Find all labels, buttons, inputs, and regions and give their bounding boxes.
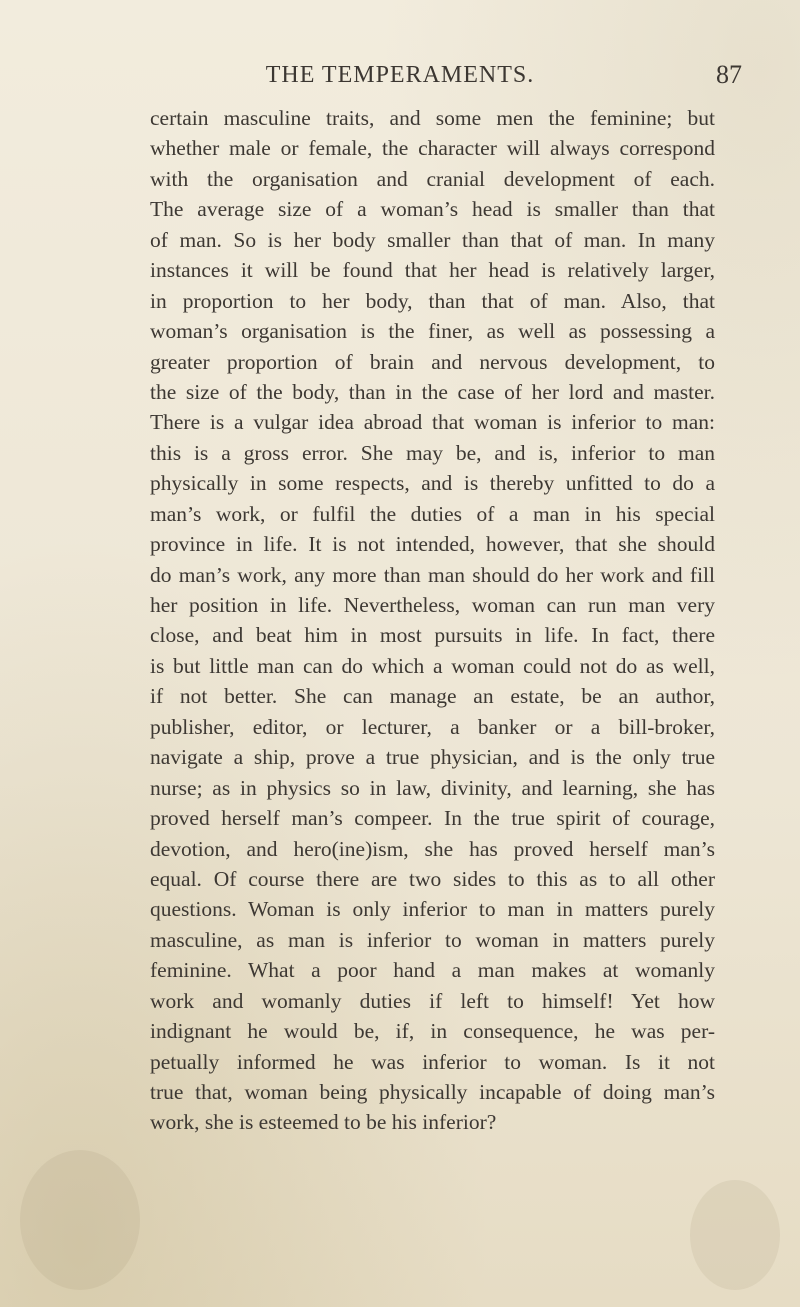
running-head xyxy=(0,60,800,100)
text-line: whether male or female, the character will always correspond xyxy=(150,136,715,161)
text-line: woman’s organisation is the finer, as well as possessing a xyxy=(150,319,715,344)
text-line: navigate a ship, prove a true physician, and is the only true xyxy=(150,745,715,770)
text-line: feminine. What a poor hand a man makes at womanly xyxy=(150,958,715,983)
text-line: nurse; as in physics so in law, divinity, and learning, she has xyxy=(150,775,715,800)
text-line: work and womanly duties if left to himself! Yet how xyxy=(150,988,715,1013)
text-line: of man. So is her body smaller than that of man. In many xyxy=(150,227,715,252)
text-line: is but little man can do which a woman could not do as well, xyxy=(150,653,715,678)
text-line: questions. Woman is only inferior to man in matters purely xyxy=(150,897,715,922)
text-line: with the organisation and cranial development of each. xyxy=(150,166,715,191)
text-line: province in life. It is not intended, however, that she should xyxy=(150,532,715,557)
text-line: work, she is esteemed to be his inferior? xyxy=(150,1110,497,1135)
text-line: greater proportion of brain and nervous development, to xyxy=(150,349,715,374)
text-line: this is a gross error. She may be, and is, inferior to man xyxy=(150,440,715,465)
body-paragraph xyxy=(150,103,715,1138)
text-line: indignant he would be, if, in consequence, he was per- xyxy=(150,1019,715,1044)
page-number: 87 xyxy=(716,60,742,89)
text-line: publisher, editor, or lecturer, a banker or a bill-broker, xyxy=(150,714,715,739)
text-line: the size of the body, than in the case of her lord and master. xyxy=(150,379,715,404)
text-line: devotion, and hero(ine)ism, she has proved herself man’s xyxy=(150,836,715,861)
text-line: There is a vulgar idea abroad that woman is inferior to man: xyxy=(150,410,715,435)
text-line: true that, woman being physically incapable of doing man’s xyxy=(150,1080,715,1104)
text-line: close, and beat him in most pursuits in life. In fact, there xyxy=(150,623,715,648)
paper-stain xyxy=(690,1180,780,1290)
text-line: The average size of a woman’s head is smaller than that xyxy=(150,197,715,222)
text-line: if not better. She can manage an estate, be an author, xyxy=(150,684,715,709)
text-line: man’s work, or fulfil the duties of a man in his special xyxy=(150,501,715,526)
text-line: do man’s work, any more than man should do her work and fill xyxy=(150,562,715,587)
text-line: in proportion to her body, than that of man. Also, that xyxy=(150,288,715,313)
text-line: instances it will be found that her head is relatively larger, xyxy=(150,258,715,283)
text-line: petually informed he was inferior to woman. Is it not xyxy=(150,1049,715,1074)
text-line: proved herself man’s compeer. In the true spirit of courage, xyxy=(150,806,715,831)
text-line: certain masculine traits, and some men the feminine; but xyxy=(150,106,715,130)
running-title: THE TEMPERAMENTS. xyxy=(265,62,535,88)
paper-stain xyxy=(20,1150,140,1290)
text-line: equal. Of course there are two sides to this as to all other xyxy=(150,866,715,891)
text-line: her position in life. Nevertheless, woman can run man very xyxy=(150,593,715,617)
text-line: physically in some respects, and is thereby unfitted to do a xyxy=(150,471,715,496)
text-line: masculine, as man is inferior to woman in matters purely xyxy=(150,927,715,952)
